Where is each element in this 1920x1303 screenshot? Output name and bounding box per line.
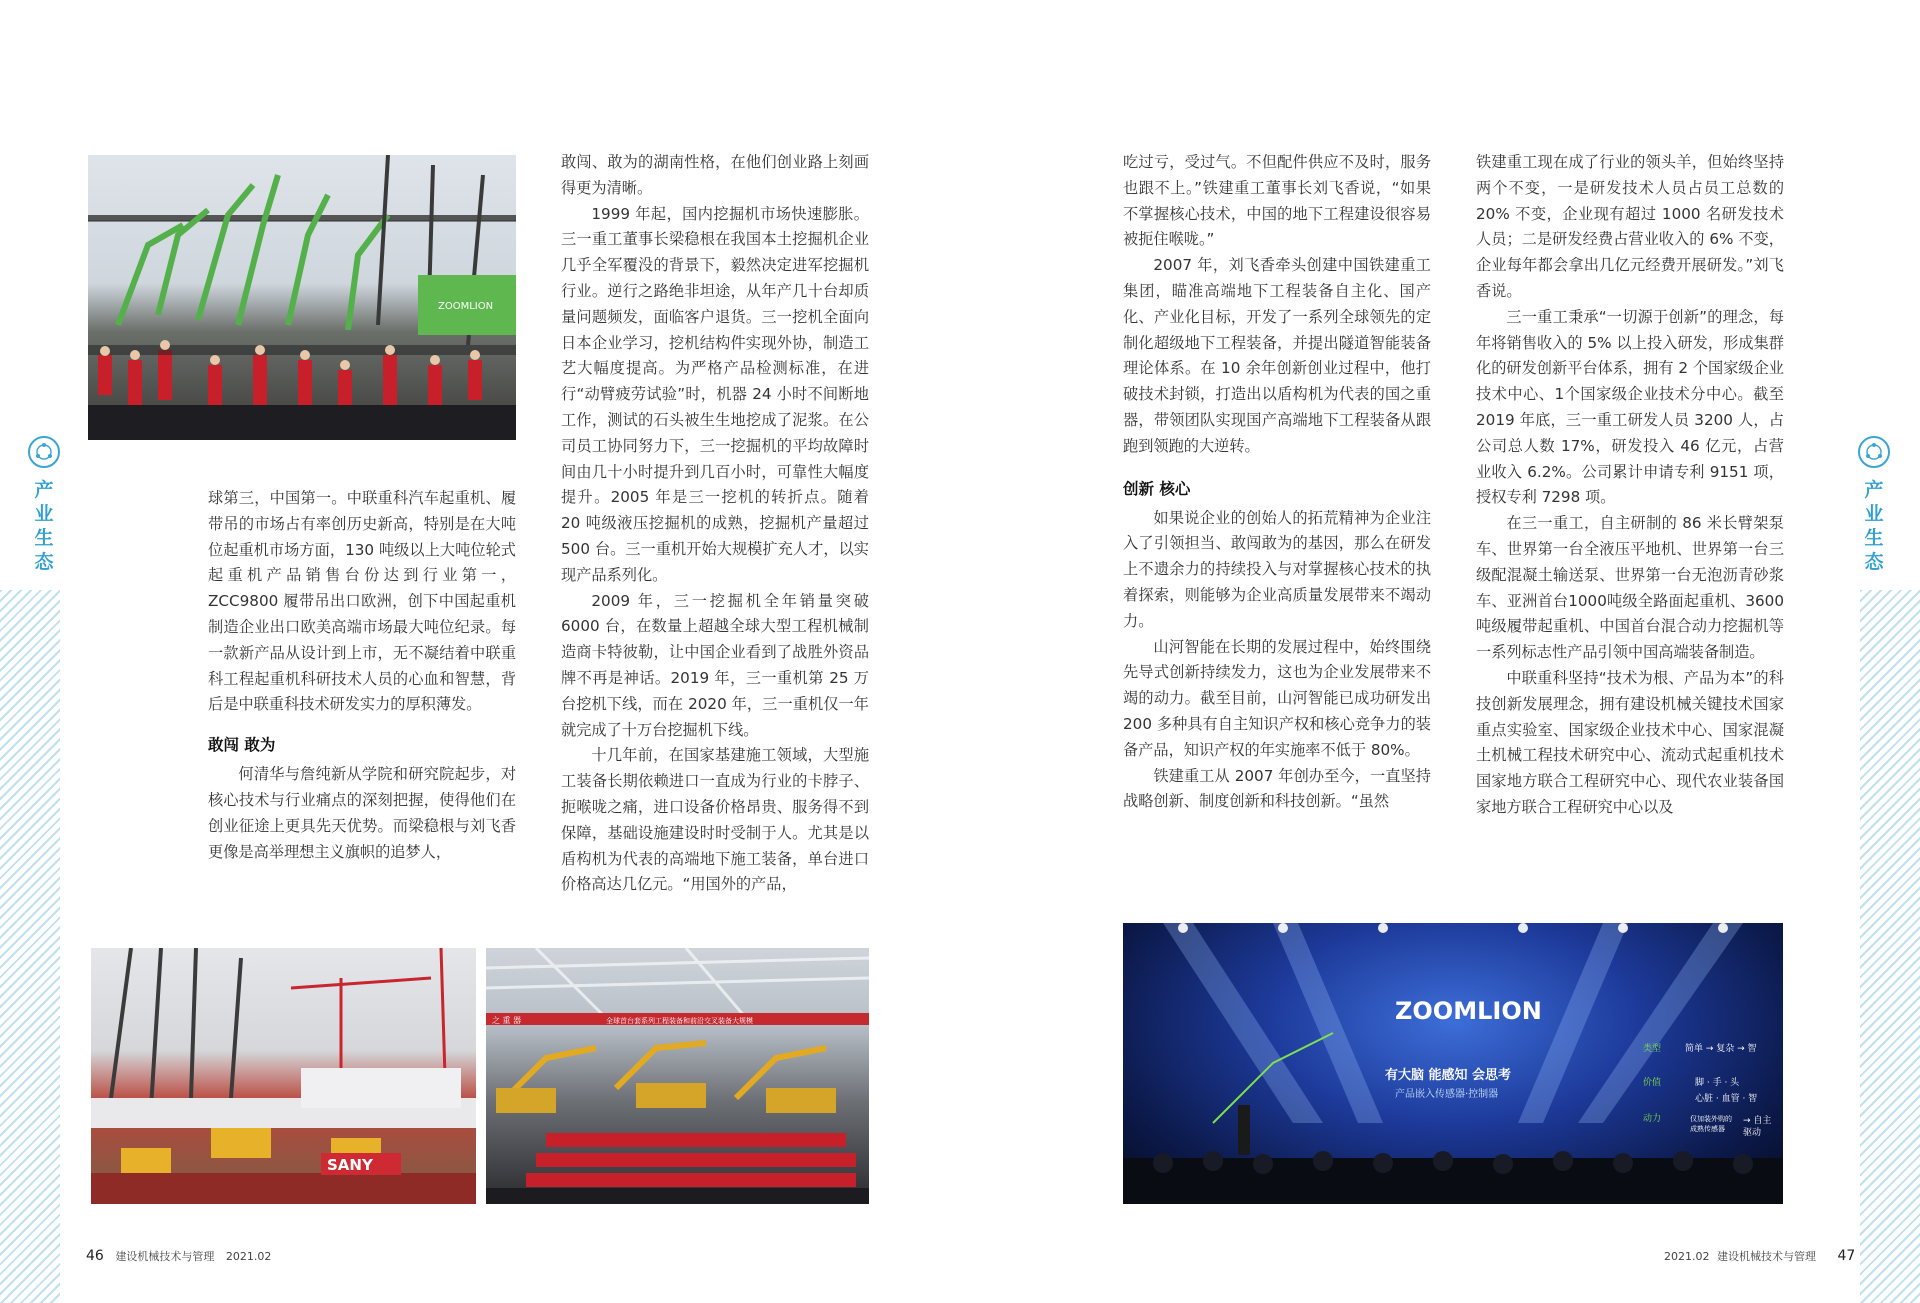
stage-side-label: 简单 → 复杂 → 智 [1685,1044,1757,1054]
paragraph: 何清华与詹纯新从学院和研究院起步，对核心技术与行业痛点的深刻把握，使得他们在创业征途上更具先天优势。而梁稳根与刘飞香更像是高举理想主义旗帜的追梦人， [208,765,516,861]
paragraph: 2007 年，刘飞香牵头创建中国铁建重工集团，瞄准高端地下工程装备自主化、国产化、产业化目标，开发了一系列全球领先的定制化超级地下工程装备，并提出隧道智能装备理论体系。在 10 余年创新创业过程中，他打破技术封锁，打造出以盾构机为代表的国之重器，带领团队实现国产高端地下工程装备从跟跑到领跑的大逆转。 [1123,256,1431,455]
magazine-name: 建设机械技术与管理 [115,1250,215,1263]
stage-side-label: → 自主 [1743,1116,1772,1126]
expo-banner: 全球首台套系列工程装备和前沿交叉装备大规模 [606,1017,753,1025]
zoomlion-logo: ZOOMLION [1395,997,1542,1025]
stage-side-label: 动力 [1643,1114,1662,1124]
stage-side-label: 价值 [1643,1078,1662,1088]
paragraph: 铁建重工现在成了行业的领头羊，但始终坚持两个不变，一是研发技术人员占员工总数的 20% 不变，企业现有超过 1000 名研发技术人员；二是研发经费占营业收入的 6% 不变，企业每年都会拿出几亿元经费开展研发。”刘飞香说。 [1476,153,1784,300]
article-column-1 [208,486,516,865]
footer-left [78,1248,271,1264]
stage-slogan: 有大脑 能感知 会思考 [1385,1068,1512,1083]
stage-side-label: 脚 · 手 · 头 [1695,1078,1740,1088]
section-heading-chuang-xin: 创新 核心 [1123,479,1191,498]
section-logo-icon [1858,436,1890,468]
paragraph: 敢闯、敢为的湖南性格，在他们创业路上刻画得更为清晰。 [561,153,869,197]
paragraph: 在三一重工，自主研制的 86 米长臂架泵车、世界第一台全液压平地机、世界第一台三级配混凝土输送泵、世界第一台无泡沥青砂浆车、亚洲首台1000吨级全路面起重机、3600 吨级履带起重机、中国首台混合动力挖掘机等一系列标志性产品引领中国高端装备制造。 [1476,514,1784,662]
article-column-2 [561,150,869,898]
paragraph: 中联重科坚持“技术为根、产品为本”的科技创新发展理念，拥有建设机械关键技术国家重点实验室、国家级企业技术中心、国家混凝土机械工程技术研究中心、流动式起重机技术国家地方联合工程研究中心、现代农业装备国家地方联合工程研究中心以及 [1476,668,1784,816]
stage-subtitle: 产品嵌入传感器·控制器 [1395,1089,1499,1100]
paragraph: 吃过亏，受过气。不但配件供应不及时，服务也跟不上。”铁建重工董事长刘飞香说，“如果不掌握核心技术，中国的地下工程建设很容易被扼住喉咙。” [1123,153,1431,249]
right-stripe-decoration [1860,590,1920,1303]
article-column-4 [1476,150,1784,821]
page-number-left: 46 [86,1248,104,1264]
issue-date: 2021.02 [225,1250,272,1263]
expo-banner-left: 之 重 器 [492,1016,522,1025]
stage-side-label: 成熟传感器 [1690,1125,1725,1133]
section-title-left: 产 业 生 态 [34,479,54,573]
photo-sany-expo [91,948,476,1204]
stage-side-label: 心脏 · 血管 · 智 [1695,1094,1758,1104]
paragraph: 铁建重工从 2007 年创办至今，一直坚持战略创新、制度创新和科技创新。“虽然 [1123,766,1431,811]
section-logo-icon [28,436,60,468]
paragraph: 球第三，中国第一。中联重科汽车起重机、履带吊的市场占有率创历史新高，特别是在大吨位起重机市场方面，130 吨级以上大吨位轮式起重机产品销售台份达到行业第一，ZCC9800 履带吊出口欧洲，创下中国起重机制造企业出口欧美高端市场最大吨位纪录。每一款新产品从设计到上市，无不凝结着中联重科工程起重机科研技术人员的心血和智慧，背后是中联重科技术研发实力的厚积薄发。 [208,489,516,714]
footer-right [1664,1248,1863,1264]
photo-crane-expo-crowd [88,155,516,440]
zoomlion-sign: ZOOMLION [438,301,494,312]
paragraph: 山河智能在长期的发展过程中，始终围绕先导式创新持续发力，这也为企业发展带来不竭的动力。截至目前，山河智能已成功研发出 200 多种具有自主知识产权和核心竞争力的装备产品，知识产权的年实施率不低于 80%。 [1123,637,1431,759]
photo-expo-hall-seats [486,948,869,1204]
paragraph: 三一重工秉承“一切源于创新”的理念，每年将销售收入的 5% 以上投入研发，形成集群化的研发创新平台体系，拥有 2 个国家级企业技术中心、1个国家级企业技术分中心。截至 2019 年底，三一重工研发人员 3200 人，占公司总人数 17%，研发投入 46 亿元，占营业收入 6.2%。公司累计申请专利 9151 项，授权专利 7298 项。 [1476,307,1784,507]
page-number-right: 47 [1837,1248,1856,1264]
article-column-3 [1123,150,1431,815]
photo-zoomlion-stage-event [1123,923,1783,1204]
issue-date: 2021.02 [1664,1250,1710,1263]
stage-side-label: 类型 [1643,1044,1662,1054]
section-title-right: 产 业 生 态 [1864,479,1884,573]
paragraph: 十几年前，在国家基建施工领域，大型施工装备长期依赖进口一直成为行业的卡脖子、扼喉咙之痛，进口设备价格昂贵、服务得不到保障，基础设施建设时时受制于人。尤其是以盾构机为代表的高端地下施工装备，单台进口价格高达几亿元。“用国外的产品， [561,746,869,894]
paragraph: 2009 年，三一挖掘机全年销量突破 6000 台，在数量上超越全球大型工程机械制造商卡特彼勒，让中国企业看到了战胜外资品牌不再是神话。2019 年，三一重机第 25 万台挖机下线，而在 2020 年，三一重机仅一年就完成了十万台挖掘机下线。 [561,591,869,739]
left-stripe-decoration [0,590,60,1303]
paragraph: 1999 年起，国内挖掘机市场快速膨胀。三一重工董事长梁稳根在我国本土挖掘机企业几乎全军覆没的背景下，毅然决定进军挖掘机行业。逆行之路绝非坦途，从年产几十台却质量问题频发，面临客户退货。三一挖机全面向日本企业学习，挖机结构件实现外协，制造工艺大幅度提高。为严格产品检测标准，在进行“动臂疲劳试验”时，机器 24 小时不间断地工作，测试的石头被生生地挖成了泥浆。在公司员工协同努力下，三一挖掘机的平均故障时间由几十小时提升到几百小时，可靠性大幅度提升。2005 年是三一挖机的转折点。随着 20 吨级液压挖掘机的成熟，挖掘机产量超过 500 台。三一重机开始大规模扩充人才，以实现产品系列化。 [561,204,869,584]
paragraph: 如果说企业的创始人的拓荒精神为企业注入了引领担当、敢闯敢为的基因，那么在研发上不遗余力的持续投入与对掌握核心技术的执着探索，则能够为企业高质量发展带来不竭动力。 [1123,508,1431,630]
sany-sign: SANY [327,1156,373,1174]
section-heading-gan-chuang: 敢闯 敢为 [208,736,276,755]
stage-side-label: 仅加装外购的 [1690,1115,1732,1123]
magazine-name: 建设机械技术与管理 [1717,1250,1816,1263]
stage-side-label: 驱动 [1743,1128,1762,1138]
